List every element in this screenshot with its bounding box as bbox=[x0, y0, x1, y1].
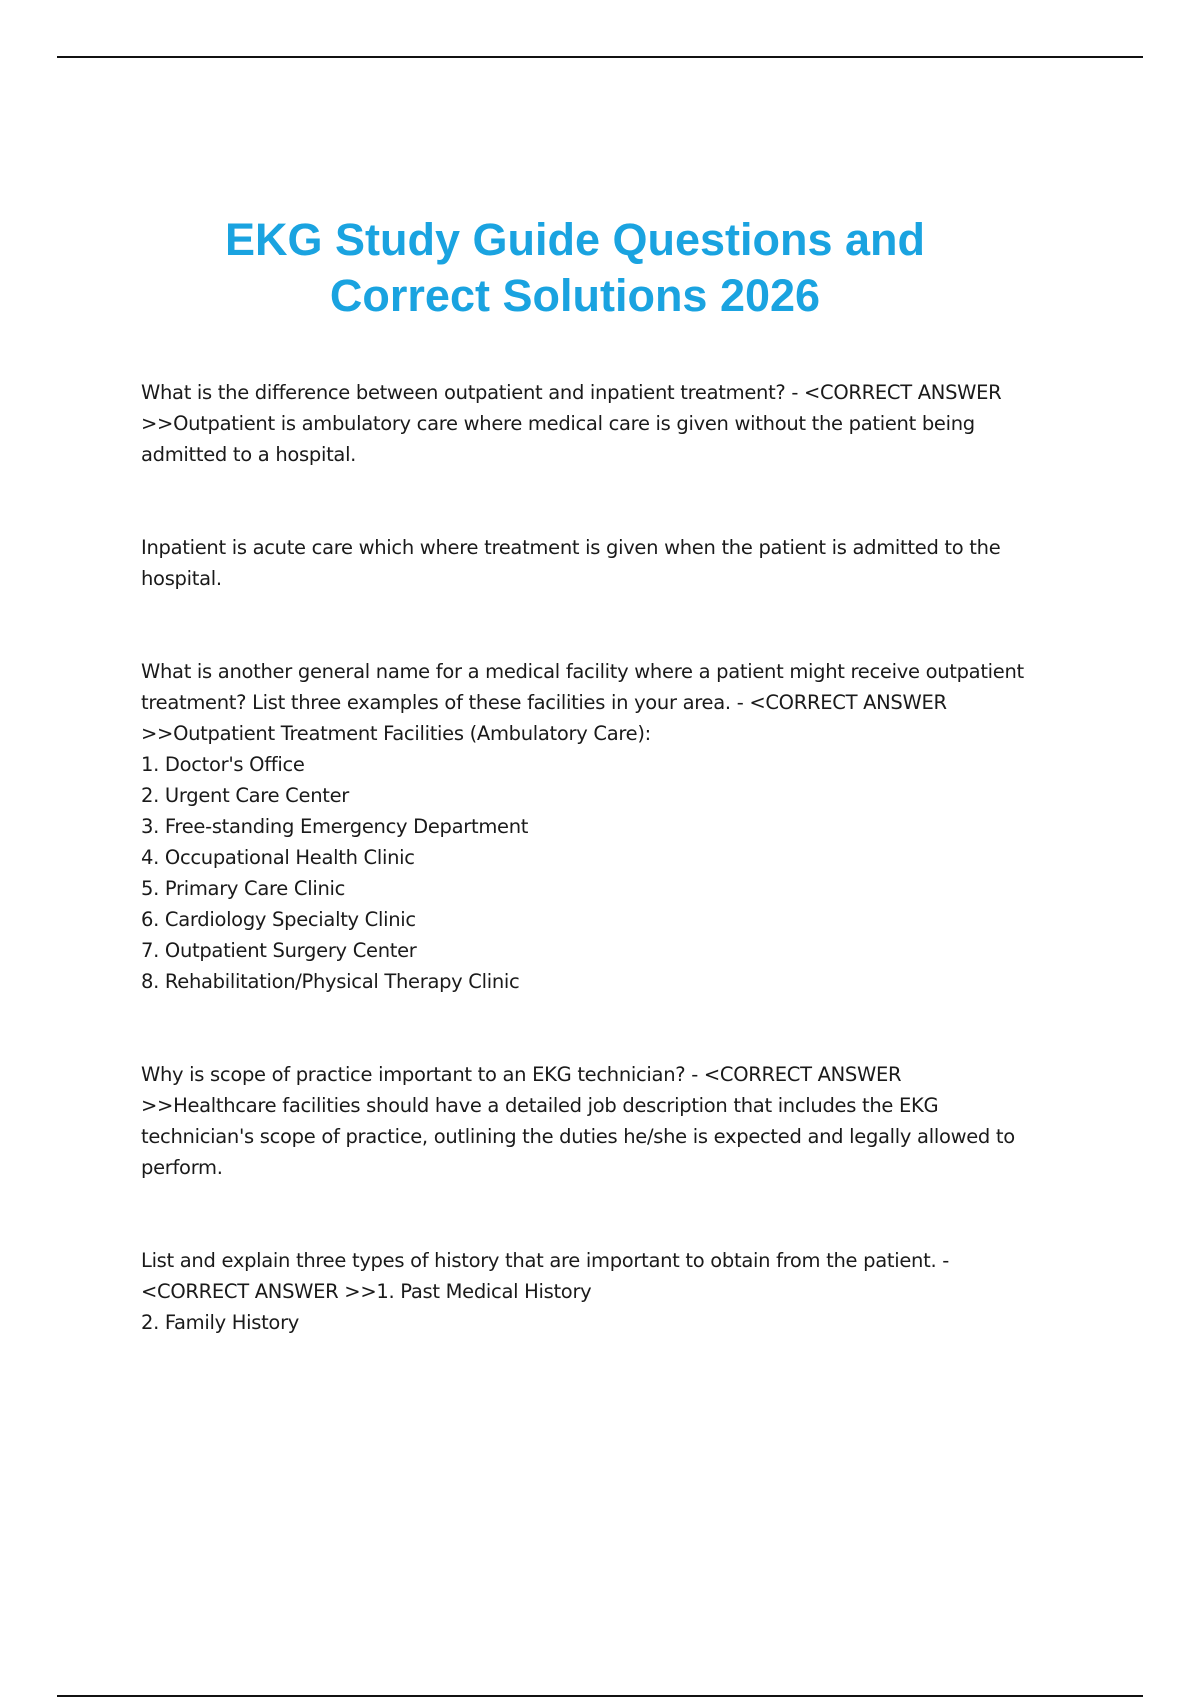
question-answer-text: What is another general name for a medical facility where a patient might receive outpatient treatment? List three examples of these facilities in your area. - <CORRECT ANSWER >>Outpatient Treatment Facilities (Ambulatory Care): bbox=[141, 660, 1024, 745]
qa-block-patient-history bbox=[141, 1245, 1041, 1338]
title-line-1: EKG Study Guide Questions and bbox=[224, 214, 926, 265]
page-title bbox=[0, 212, 1150, 324]
list-item: 6. Cardiology Specialty Clinic bbox=[141, 908, 416, 931]
list-item: 4. Occupational Health Clinic bbox=[141, 846, 415, 869]
title-line-2: Correct Solutions 2026 bbox=[329, 270, 821, 321]
answer-continuation-text: Inpatient is acute care which where treatment is given when the patient is admitted to the hospital. bbox=[141, 536, 1001, 590]
list-item: 1. Doctor's Office bbox=[141, 753, 305, 776]
footer-rule bbox=[57, 1695, 1143, 1697]
header-rule bbox=[57, 56, 1143, 58]
list-item: 2. Family History bbox=[141, 1311, 300, 1334]
qa-block-facilities bbox=[141, 656, 1041, 997]
question-answer-text: Why is scope of practice important to an EKG technician? - <CORRECT ANSWER >>Healthcare facilities should have a detailed job description that includes the EKG technician's scope of practice, outlining the duties he/she is expected and legally allowed to perform. bbox=[141, 1063, 1015, 1179]
qa-block-inpatient-continuation bbox=[141, 532, 1041, 594]
question-answer-text: List and explain three types of history that are important to obtain from the patient. - <CORRECT ANSWER >>1. Past Medical History bbox=[141, 1249, 949, 1303]
question-answer-text: What is the difference between outpatient and inpatient treatment? - <CORRECT ANSWER >>Outpatient is ambulatory care where medical care is given without the patient being admitted to a hospital. bbox=[141, 381, 1002, 466]
document-body bbox=[141, 377, 1041, 1400]
list-item: 5. Primary Care Clinic bbox=[141, 877, 346, 900]
qa-block-scope-of-practice bbox=[141, 1059, 1041, 1183]
list-item: 7. Outpatient Surgery Center bbox=[141, 939, 417, 962]
list-item: 8. Rehabilitation/Physical Therapy Clinic bbox=[141, 970, 520, 993]
qa-block-outpatient-inpatient bbox=[141, 377, 1041, 470]
list-item: 3. Free-standing Emergency Department bbox=[141, 815, 529, 838]
list-item: 2. Urgent Care Center bbox=[141, 784, 350, 807]
